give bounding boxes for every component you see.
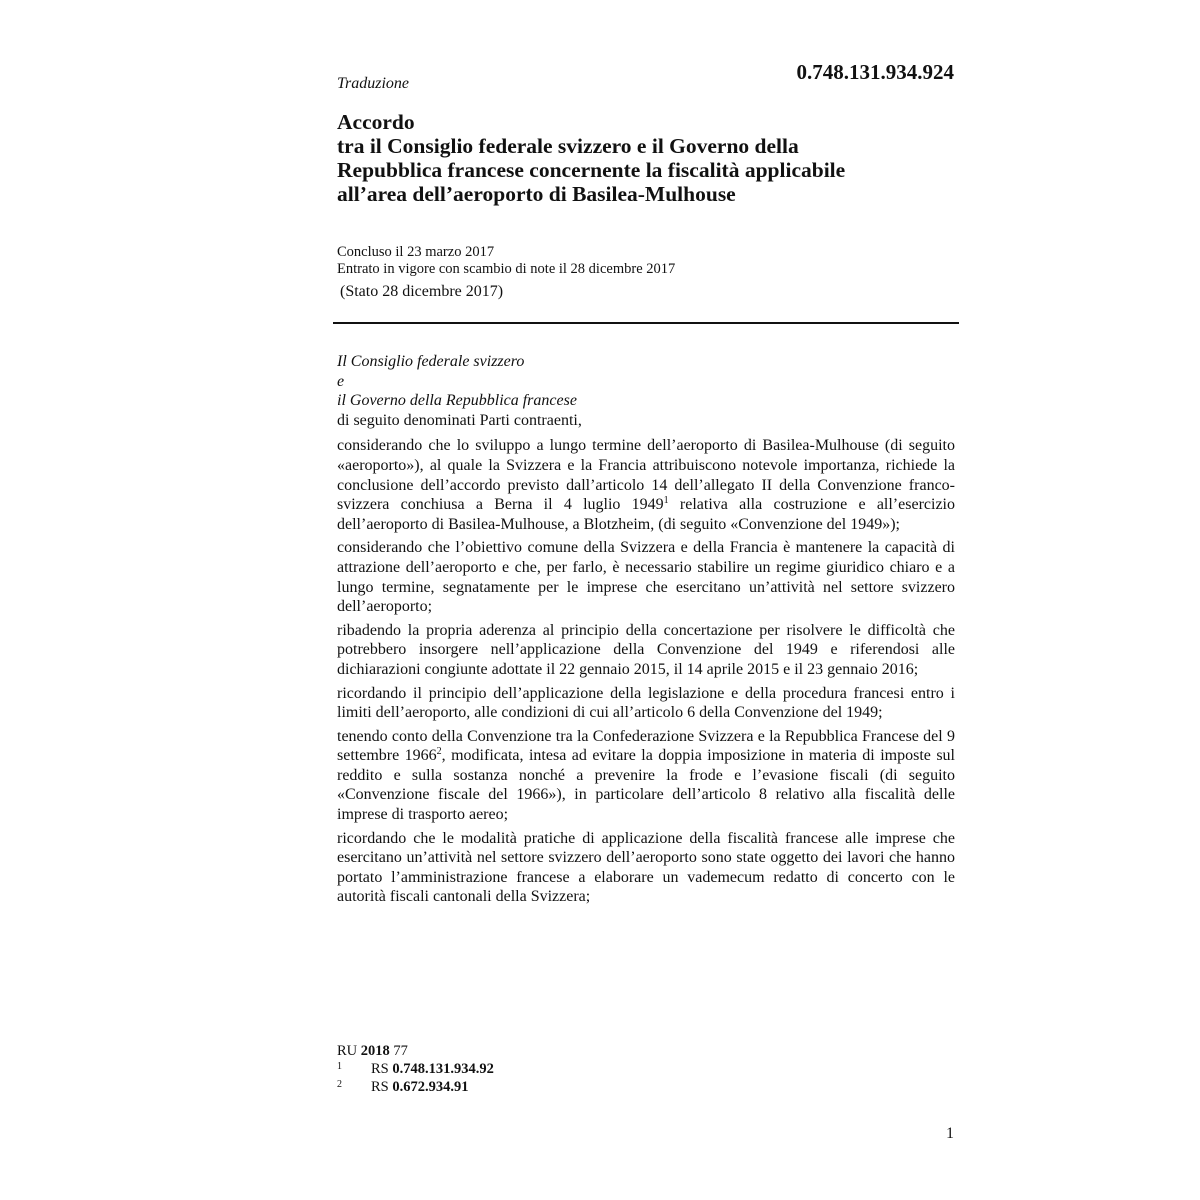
footnote-ref-2[interactable]: 2 [436, 746, 442, 758]
footnote-1-prefix: RS [371, 1061, 393, 1077]
document-body [337, 352, 955, 907]
recital-5-text-a: tenendo conto della Convenzione tra la Confederazione Svizzera e la Repubblica Francese del 9 settembre 1966 [337, 727, 955, 765]
recital-6: ricordando che le modalità pratiche di applicazione della fiscalità francese alle imprese che esercitano un’attività nel settore svizzero dell’aeroporto sono state oggetto dei lavori che hanno portato l’amministrazione francese a elaborare un vademecum redatto di concerto con le autorità fiscali cantonali della Svizzera; [337, 829, 955, 906]
title-line-4: all’area dell’aeroporto di Basilea-Mulhouse [337, 182, 736, 206]
footnote-1 [337, 1059, 494, 1077]
recital-1-text-b: relativa alla costruzione e all’esercizio dell’aeroporto di Basilea-Mulhouse, a Blotzheim, (di seguito «Convenzione del 1949»); [337, 496, 955, 533]
header-divider [333, 322, 959, 324]
title-line-1: Accordo [337, 110, 415, 134]
recital-3: ribadendo la propria aderenza al principio della concertazione per risolvere le difficoltà che potrebbero insorgere nell’applicazione della Convenzione del 1949 e riferendosi alle dichiarazioni congiunte adottate il 22 gennaio 2015, il 14 aprile 2015 e il 23 gennaio 2016; [337, 621, 955, 678]
footnote-2-link[interactable]: 0.672.934.91 [392, 1079, 469, 1095]
title-line-2: tra il Consiglio federale svizzero e il Governo della [337, 134, 799, 158]
in-force-date: Entrato in vigore con scambio di note il 28 dicembre 2017 [337, 261, 676, 277]
ru-page: 77 [389, 1043, 408, 1059]
recital-1 [337, 436, 955, 534]
footnotes [337, 1043, 494, 1095]
footnote-1-number: 1 [337, 1061, 342, 1072]
status-date: (Stato 28 dicembre 2017) [340, 283, 504, 300]
party-conjunction: e [337, 372, 345, 390]
recital-1-text-a: considerando che lo sviluppo a lungo termine dell’aeroporto di Basilea-Mulhouse (di seguito «aeroporto»), al quale la Svizzera e la Francia attribuiscono notevole importanza, richiede la conclusione dell’accordo previsto dall’articolo 14 dell’allegato II della Convenzione franco-svizzera conchiusa a Berna il 4 luglio 1949 [337, 437, 955, 514]
contracting-parties [337, 352, 955, 430]
title-line-3: Repubblica francese concernente la fiscalità applicabile [337, 158, 846, 182]
party-designation: di seguito denominati Parti contraenti, [337, 411, 582, 429]
concluded-date: Concluso il 23 marzo 2017 [337, 244, 495, 260]
recital-5 [337, 727, 955, 825]
footnote-2-number: 2 [337, 1079, 342, 1090]
sr-number: 0.748.131.934.924 [796, 60, 954, 84]
party-france: il Governo della Repubblica francese [337, 392, 577, 410]
footnote-ref-1[interactable]: 1 [663, 495, 669, 507]
ru-year: 2018 [360, 1043, 390, 1059]
ru-prefix: RU [337, 1043, 361, 1059]
footnote-2 [337, 1077, 494, 1095]
translation-label: Traduzione [337, 75, 410, 92]
footnote-1-link[interactable]: 0.748.131.934.92 [392, 1061, 494, 1077]
footnote-2-prefix: RS [371, 1079, 393, 1095]
ru-reference [337, 1043, 494, 1059]
recital-2: considerando che l’obiettivo comune della Svizzera e della Francia è mantenere la capacità di attrazione dell’aeroporto e che, per farlo, è necessario stabilire un regime giuridico chiaro e a lungo termine, segnatamente per le imprese che esercitano un’attività nel settore svizzero dell’aeroporto; [337, 539, 955, 616]
recital-4: ricordando il principio dell’applicazione della legislazione e della procedura francesi entro i limiti dell’aeroporto, alle condizioni di cui all’articolo 6 della Convenzione del 1949; [337, 684, 955, 722]
party-switzerland: Il Consiglio federale svizzero [337, 353, 525, 370]
document-meta [337, 244, 675, 278]
document-title [337, 110, 957, 206]
page-number: 1 [946, 1125, 954, 1142]
recital-5-text-b: , modificata, intesa ad evitare la doppia imposizione in materia di imposte sul reddito e sulla sostanza nonché a prevenire la frode e l’evasione fiscali (di seguito «Convenzione fiscale del 1966»), in particolare dell’articolo 8 relativo alla fiscalità delle imprese di trasporto aereo; [337, 747, 955, 824]
